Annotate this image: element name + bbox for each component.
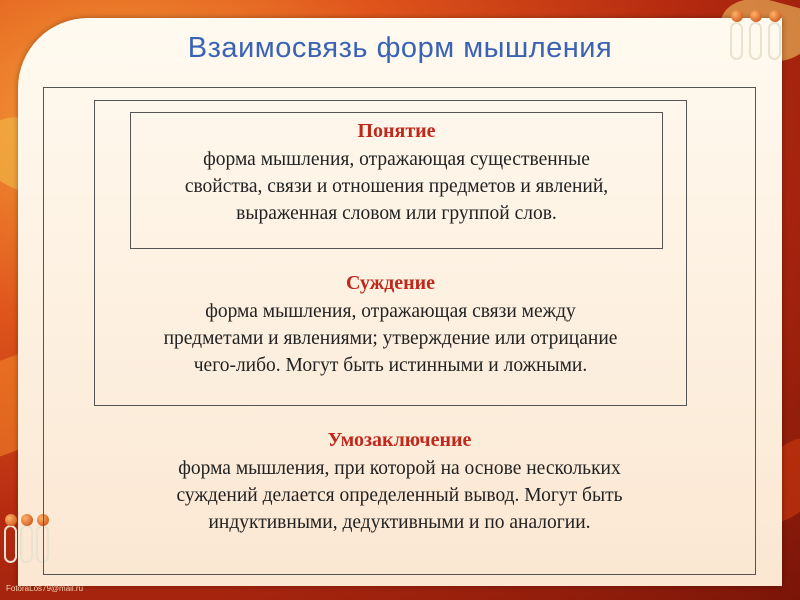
inference-line: форма мышления, при которой на основе нескольких <box>178 458 621 479</box>
concept-heading: Понятие <box>357 120 436 142</box>
paperclip-icon <box>4 525 17 563</box>
judgement-line: чего-либо. Могут быть истинными и ложными. <box>193 355 588 376</box>
paperclip-bead-icon <box>750 10 762 22</box>
inference-heading: Умозаключение <box>327 429 472 451</box>
judgement-line: форма мышления, отражающая связи между <box>205 301 576 322</box>
concept-line: выраженная словом или группой слов. <box>236 203 557 224</box>
inference-block <box>43 427 756 536</box>
paperclip-bead-icon <box>769 10 781 22</box>
paperclip-icon <box>20 525 33 563</box>
inference-line: индуктивными, дедуктивными и по аналогии. <box>208 512 591 533</box>
paperclip-bead-icon <box>731 10 743 22</box>
judgement-line: предметами и явлениями; утверждение или отрицание <box>163 328 618 349</box>
watermark-text: FotoraLos79@mail.ru <box>6 584 84 593</box>
paperclip-bead-icon <box>21 514 33 526</box>
judgement-heading: Суждение <box>345 272 436 294</box>
paperclip-bead-icon <box>5 514 17 526</box>
page-title: Взаимосвязь форм мышления <box>187 32 613 64</box>
judgement-block <box>94 270 687 379</box>
concept-line: форма мышления, отражающая существенные <box>203 149 590 170</box>
inference-line: суждений делается определенный вывод. Могут быть <box>176 485 623 506</box>
concept-block <box>130 118 663 227</box>
concept-line: свойства, связи и отношения предметов и явлений, <box>184 176 609 197</box>
